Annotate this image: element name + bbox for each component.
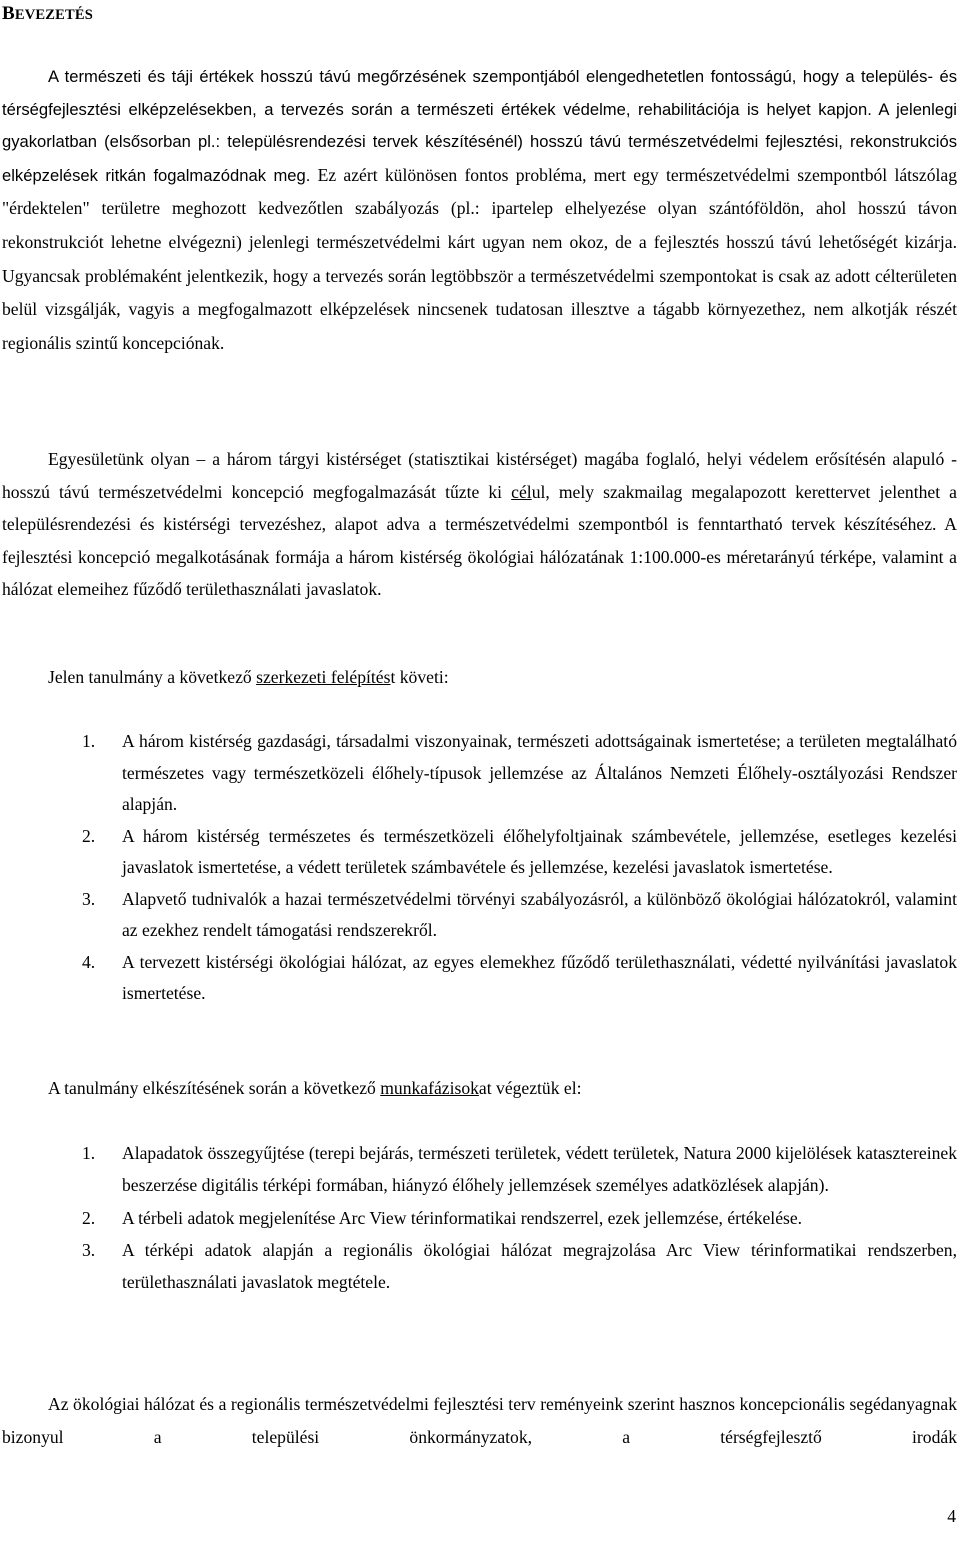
structure-intro-text: Jelen tanulmány a következő [48, 667, 257, 687]
phases-intro-end: at végeztük el: [478, 1078, 582, 1098]
intro-text-2: Ez azért különösen fontos probléma, mert egy természetvédelmi szempontból látszólag "érdektelen" területre meghozott kedvezőtlen szabályozás (pl.: ipartelep elhelyezése olyan szántóföldön, ahol hosszú távon rekonstrukciót lehetne elvégezni) jelenlegi természetvédelmi kárt ugyan nem okoz, de a fejlesztés hosszú távú lehetőségét kizárja. Ugyancsak problémaként jelentkezik, hogy a tervezés során legtöbbször a természetvédelmi szempontokat is csak az adott célterületen belül vizsgálják, vagyis a megfogalmazott elképzelések nincsenek tudatosan illesztve a tágabb környezethez, nem alkotják részét regionális szintű koncepciónak. [2, 164, 957, 353]
list-number: 3. [82, 888, 96, 909]
list-item [82, 821, 957, 884]
heading-initial: B [2, 3, 15, 24]
section-heading [2, 0, 93, 29]
phases-underlined: munkafázisok [380, 1078, 479, 1098]
list-number: 4. [82, 951, 96, 972]
list-text: A három kistérség természetes és természetközeli élőhelyfoltjainak számbevétele, jellemzése, esetleges kezelési javaslatok ismertetése, a védett területek számbavétele és jellemzése, kezelési javaslatok ismertetése. [122, 825, 957, 877]
structure-intro-end: t követi: [390, 667, 449, 687]
closing-paragraph: Az ökológiai hálózat és a regionális természetvédelmi fejlesztési terv reményeink szerint hasznos koncepcionális segédanyagnak bizonyul a települési önkormányzatok, a térségfejlesztő irodák [2, 1394, 957, 1447]
list-number: 2. [82, 1207, 96, 1228]
list-item [82, 947, 957, 1010]
page-number: 4 [947, 1506, 956, 1526]
list-number: 2. [82, 825, 96, 846]
list-text: A tervezett kistérségi ökológiai hálózat, az egyes elemekhez fűződő területhasználati, védetté nyilvánítási javaslatok ismertetése. [122, 951, 957, 1003]
structure-list [82, 726, 957, 1010]
list-item [82, 1234, 957, 1299]
heading-rest: EVEZETÉS [14, 7, 94, 23]
list-item [82, 726, 957, 821]
list-number: 3. [82, 1239, 96, 1260]
list-item [82, 1137, 957, 1202]
phases-list [82, 1137, 957, 1298]
phases-intro [2, 1072, 957, 1105]
intro-paragraph [2, 61, 957, 360]
list-text: A térképi adatok alapján a regionális ökológiai hálózat megrajzolása Arc View térinformatikai rendszerben, területhasználati javaslatok megtétele. [122, 1239, 957, 1293]
goal-underlined-word: cél [511, 481, 532, 502]
list-number: 1. [82, 731, 96, 751]
phases-intro-text: A tanulmány elkészítésének során a következő [48, 1078, 381, 1098]
goal-paragraph [2, 443, 957, 606]
goal-text-2: ul, mely szakmailag megalapozott kerettervet jelenthet a településrendezési és kistérségi tervezéshez, alapot adva a természetvédelmi szempontból is fenntartható tervek készítéséhez. A fejlesztési koncepció megalkotásának formája a három kistérség ökológiai hálózatának 1:100.000-es méretarányú térképe, valamint a hálózat elemeihez fűződő területhasználati javaslatok. [2, 481, 957, 600]
list-text: Alapadatok összegyűjtése (terepi bejárás, természeti területek, védett területek, Natura 2000 kijelölések katasztereinek beszerzése digitális térképi formában, hiányzó élőhely jellemzések személyes adatközlések alapján). [122, 1143, 957, 1196]
list-text: Alapvető tudnivalók a hazai természetvédelmi törvényi szabályozásról, a különböző ökológiai hálózatokról, valamint az ezekhez rendelt támogatási rendszerekről. [122, 888, 957, 940]
intro-text-1: A természeti és táji értékek hosszú távú megőrzésének szempontjából elengedhetetlen fontosságú, hogy a település- és térségfejlesztési elképzelésekben, a tervezés során a természeti értékek védelme, rehabilitációja is helyet kapjon. A jelenlegi gyakorlatban (elsősorban pl.: településrendezési tervek készítésénél) hosszú távú természetvédelmi fejlesztési, rekonstrukciós elképzelések ritkán fogalmazódnak meg. [2, 67, 957, 185]
list-item [82, 884, 957, 947]
structure-intro [2, 661, 957, 694]
list-text: A három kistérség gazdasági, társadalmi viszonyainak, természeti adottságainak ismertetése; a területen megtalálható természetes vagy természetközeli élőhely-típusok jellemzése az Általános Nemzeti Élőhely-osztályozási Rendszer alapján. [122, 731, 957, 814]
list-item [82, 1202, 957, 1234]
list-text: A térbeli adatok megjelenítése Arc View térinformatikai rendszerrel, ezek jellemzése, értékelése. [122, 1207, 803, 1228]
goal-text-1: Egyesületünk olyan – a három tárgyi kistérséget (statisztikai kistérséget) magába foglaló, helyi védelem erősítésén alapuló - hosszú távú természetvédelmi koncepció megfogalmazását tűzte ki [2, 449, 957, 502]
structure-underlined: szerkezeti felépítés [256, 667, 391, 687]
list-number: 1. [82, 1143, 96, 1163]
